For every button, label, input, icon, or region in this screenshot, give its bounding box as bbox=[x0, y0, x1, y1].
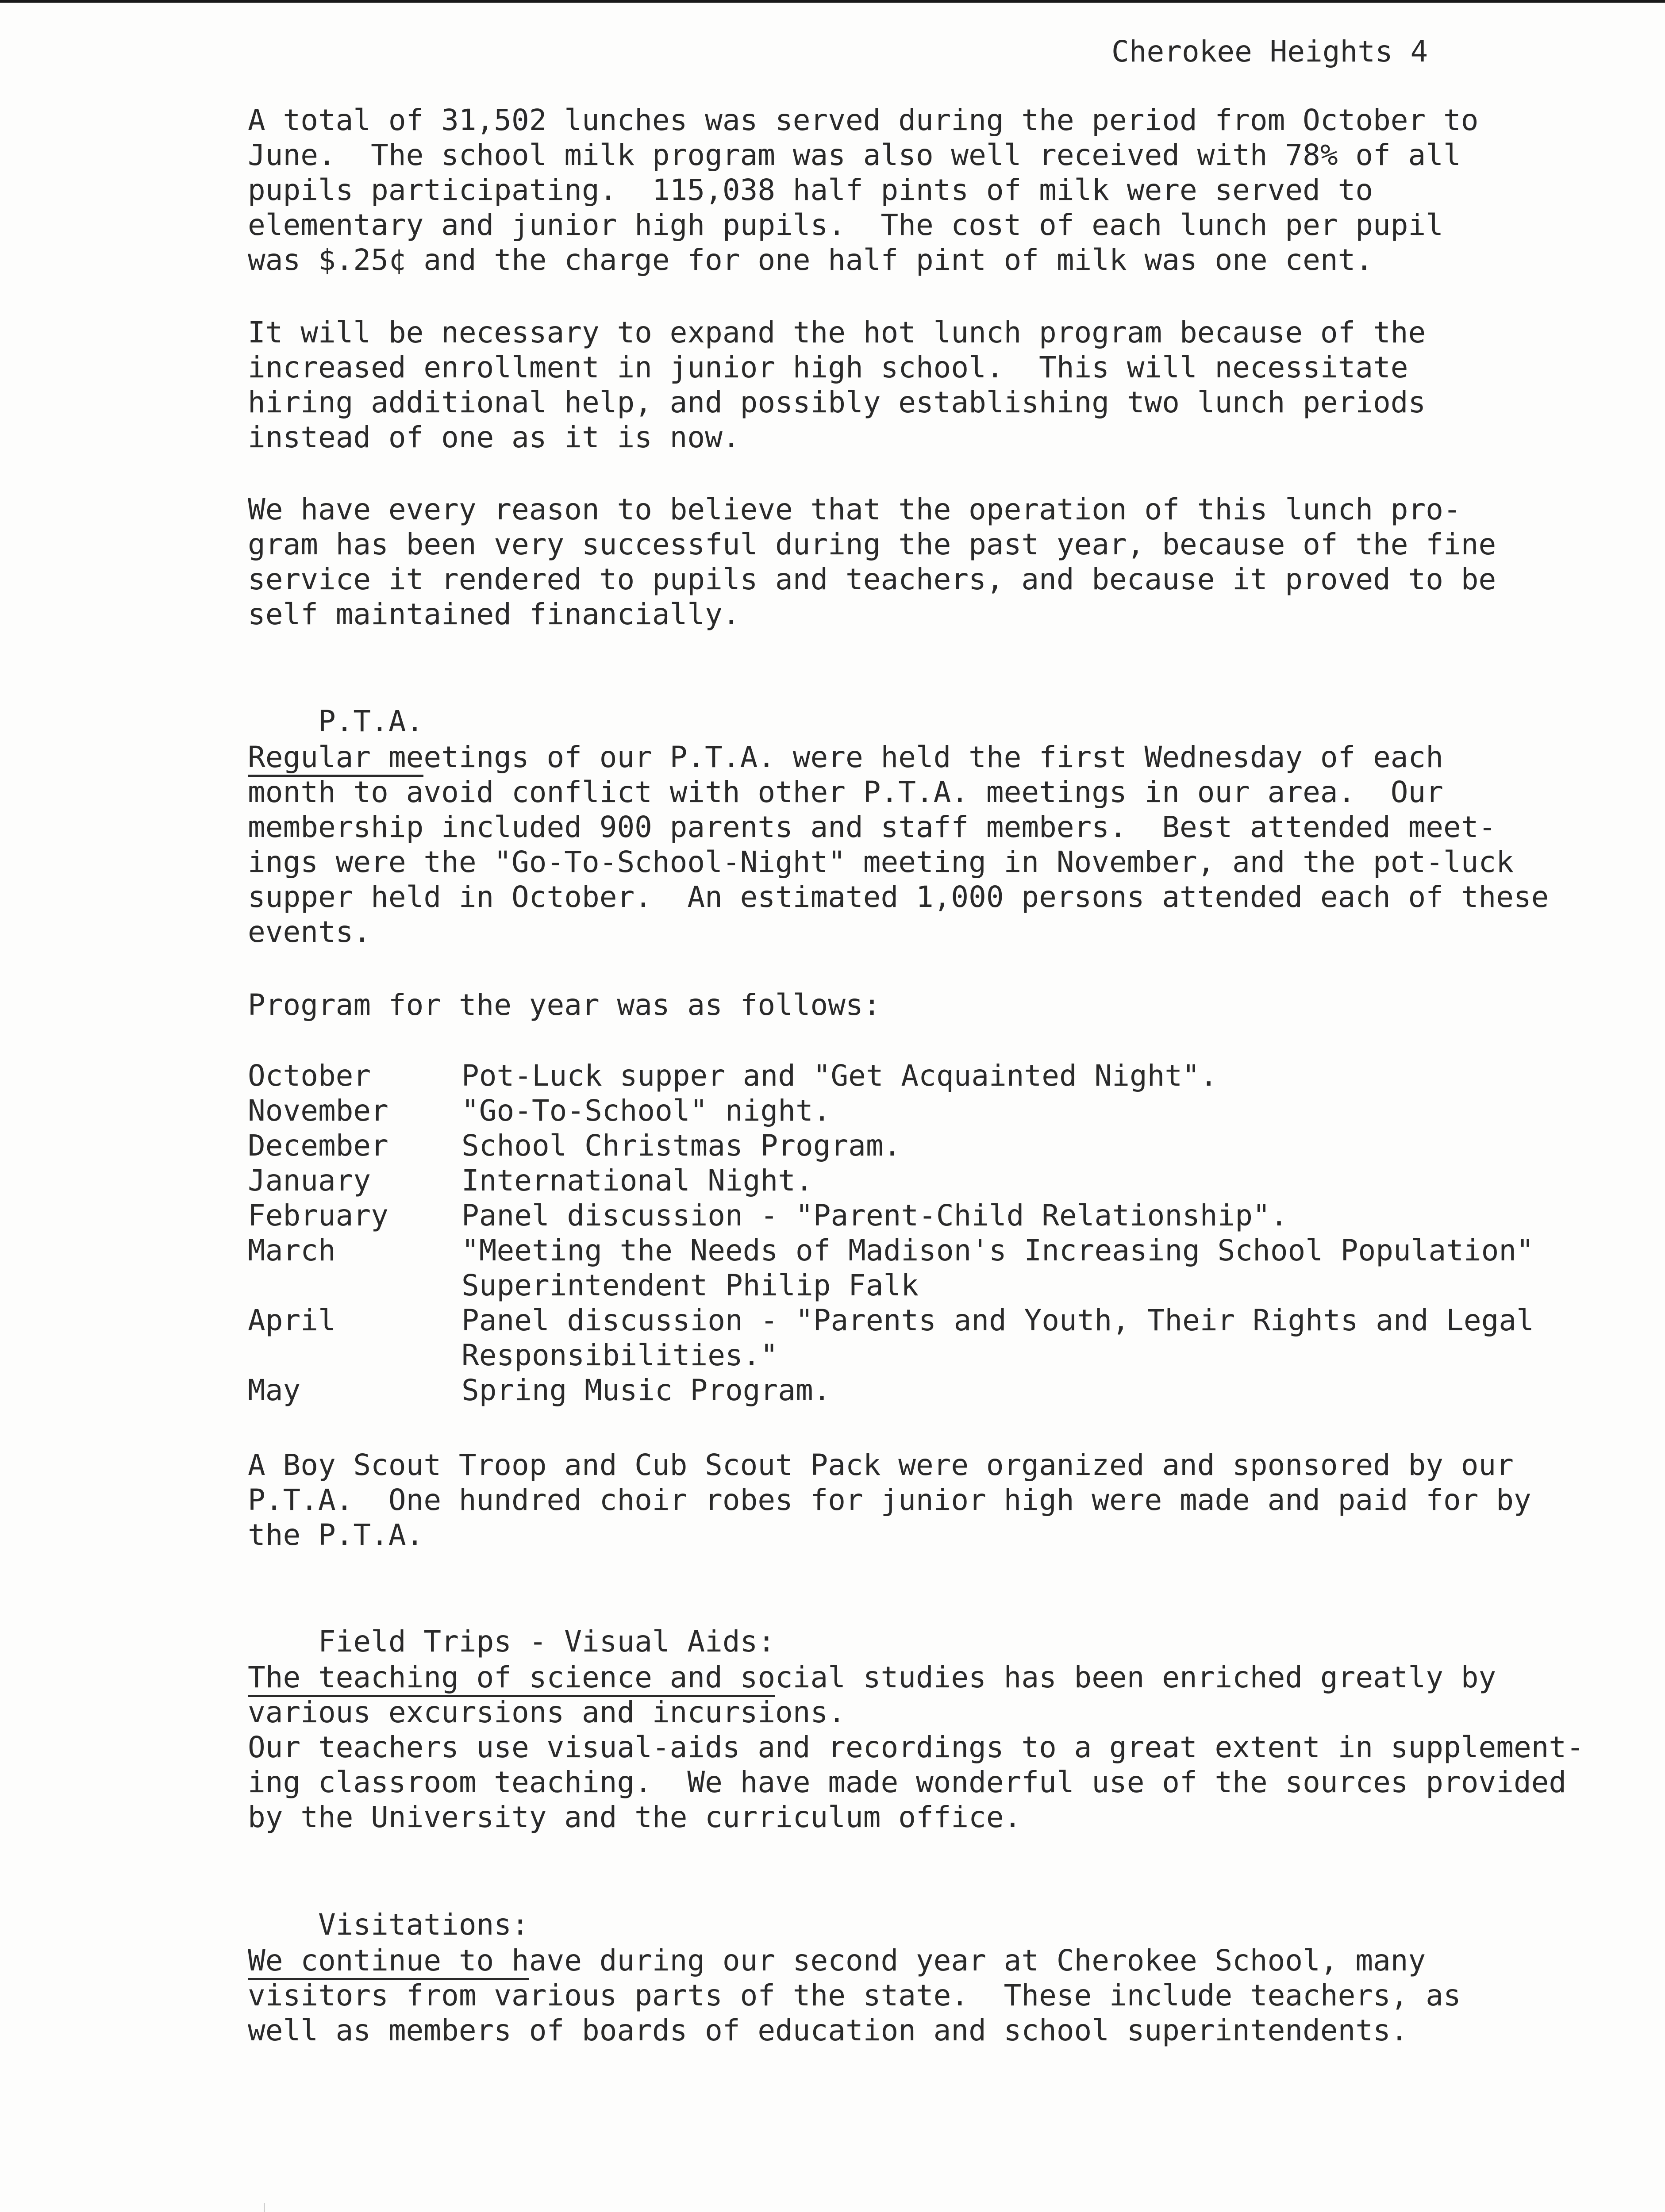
schedule-month: April bbox=[248, 1303, 336, 1337]
schedule-event: "Meeting the Needs of Madison's Increasing School Population" Superintendent Philip Falk bbox=[461, 1233, 1534, 1302]
field-trips-paragraph: The teaching of science and social studies has been enriched greatly by various excursions and incursions. Our teachers use visual-aids and recordings to a great extent in supplement- ing classroom teaching. We have made wonderful use of the sources provided by the University and the curriculum office. bbox=[248, 1660, 1584, 1834]
schedule-month: February bbox=[248, 1198, 388, 1233]
schedule-month: March bbox=[248, 1233, 336, 1267]
lunch-statistics-paragraph: A total of 31,502 lunches was served during the period from October to June. The school milk program was also well received with 78% of all pupils participating. 115,038 half pints of milk were served to elementary and junior high pupils. The cost of each lunch per pupil was $.25¢ and the charge for one half pint of milk was one cent. bbox=[248, 103, 1479, 277]
schedule-row bbox=[248, 1198, 1534, 1233]
visitations-paragraph: We continue to have during our second year at Cherokee School, many visitors from various parts of the state. These include teachers, as well as members of boards of education and school superintendents. bbox=[248, 1943, 1461, 2047]
schedule-row bbox=[248, 1093, 1534, 1128]
schedule-row bbox=[248, 1128, 1534, 1163]
schedule-event: "Go-To-School" night. bbox=[461, 1094, 831, 1128]
top-edge-rule bbox=[0, 0, 1665, 3]
schedule-row bbox=[248, 1233, 1534, 1303]
schedule-event: Panel discussion - "Parents and Youth, Their Rights and Legal Responsibilities." bbox=[461, 1303, 1534, 1372]
paper-speck bbox=[264, 2203, 265, 2212]
lunch-expansion-paragraph: It will be necessary to expand the hot lunch program because of the increased enrollment in junior high school. This will necessitate hiring additional help, and possibly establishing two lunch periods instead of one as it is now. bbox=[248, 315, 1426, 454]
pta-heading-text: P.T.A. bbox=[318, 704, 424, 738]
schedule-row bbox=[248, 1373, 1534, 1408]
field-trips-heading-text: Field Trips - Visual Aids: bbox=[318, 1624, 776, 1659]
program-schedule bbox=[248, 1058, 1534, 1408]
program-intro-paragraph: Program for the year was as follows: bbox=[248, 988, 881, 1022]
schedule-event: Spring Music Program. bbox=[461, 1373, 831, 1407]
scouts-paragraph: A Boy Scout Troop and Cub Scout Pack were organized and sponsored by our P.T.A. One hundred choir robes for junior high were made and paid for by the P.T.A. bbox=[248, 1448, 1531, 1552]
schedule-month: May bbox=[248, 1373, 301, 1407]
schedule-month: November bbox=[248, 1094, 388, 1128]
schedule-event: Panel discussion - "Parent-Child Relationship". bbox=[461, 1198, 1288, 1233]
schedule-row bbox=[248, 1303, 1534, 1373]
schedule-event: School Christmas Program. bbox=[461, 1129, 901, 1163]
schedule-month: December bbox=[248, 1129, 388, 1163]
schedule-month: October bbox=[248, 1059, 371, 1093]
lunch-success-paragraph: We have every reason to believe that the operation of this lunch pro- gram has been very successful during the past year, because of the fine service it rendered to pupils and teachers, and because it proved to be self maintained financially. bbox=[248, 492, 1496, 631]
page-header-label: Cherokee Heights 4 bbox=[1111, 35, 1428, 69]
schedule-month: January bbox=[248, 1164, 371, 1198]
pta-meetings-paragraph: Regular meetings of our P.T.A. were held the first Wednesday of each month to avoid conflict with other P.T.A. meetings in our area. Our membership included 900 parents and staff members. Best attended meet- ings were the "Go-To-School-Night" meeting in November, and the pot-luck supper held in October. An estimated 1,000 persons attended each of these events. bbox=[248, 740, 1549, 949]
schedule-row bbox=[248, 1058, 1534, 1093]
schedule-event: Pot-Luck supper and "Get Acquainted Night". bbox=[461, 1059, 1218, 1093]
visitations-heading-text: Visitations: bbox=[318, 1908, 529, 1942]
schedule-row bbox=[248, 1163, 1534, 1198]
schedule-event: International Night. bbox=[461, 1164, 813, 1198]
